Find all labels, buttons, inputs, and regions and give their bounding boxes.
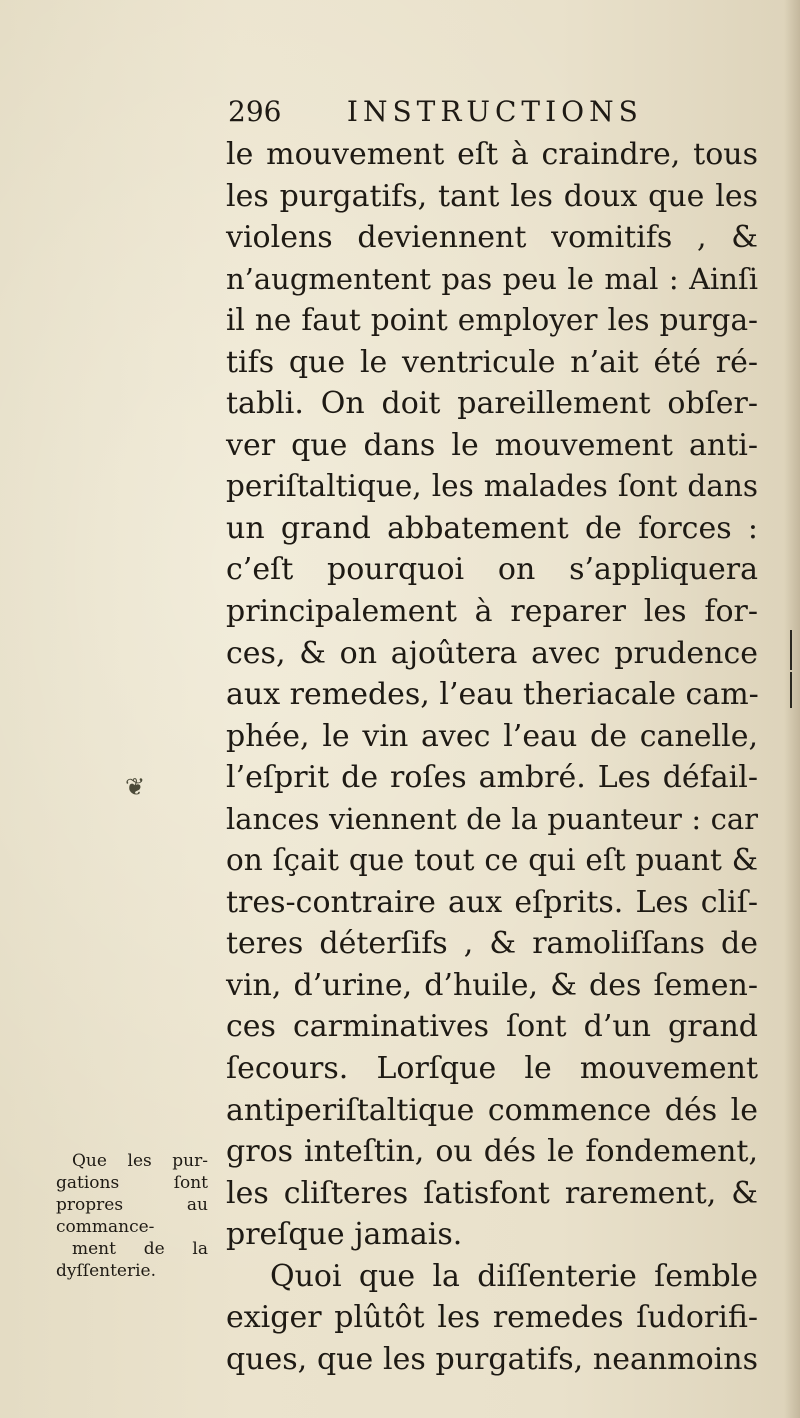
text-line: ſecours. Lorſque le mouvement bbox=[226, 1051, 758, 1087]
text-line: vin, d’urine, d’huile, & des ſemen- bbox=[226, 967, 758, 1003]
main-text bbox=[226, 134, 758, 1380]
text-line: on ſçait que tout ce qui eſt puant & bbox=[226, 843, 758, 878]
marginal-note-line: Que les pur- bbox=[72, 1151, 208, 1171]
text-line: tabli. On doit pareillement obſer- bbox=[226, 386, 758, 422]
text-line: ces, & on ajoûtera avec prudence bbox=[226, 635, 758, 671]
text-line: ver que dans le mouvement anti- bbox=[226, 427, 758, 463]
text-line: ces carminatives ſont d’un grand bbox=[226, 1009, 758, 1045]
marginal-note-line: gations ſont bbox=[56, 1173, 208, 1193]
text-line: l’eſprit de roſes ambré. Les défail- bbox=[226, 760, 758, 796]
text-line: violens deviennent vomitifs , & bbox=[226, 220, 758, 256]
text-line: c’eſt pourquoi on s’appliquera bbox=[226, 552, 758, 588]
marginal-note bbox=[56, 1150, 208, 1282]
running-head bbox=[228, 92, 748, 132]
text-line: principalement à reparer les for- bbox=[226, 594, 758, 630]
marginal-note-line: ment de la bbox=[72, 1239, 208, 1259]
text-line: lances viennent de la puanteur : car bbox=[226, 801, 758, 836]
text-line: n’augmentent pas peu le mal : Ainſi bbox=[226, 261, 758, 296]
text-line: gros inteſtin, ou dés le fondement, bbox=[226, 1134, 758, 1170]
text-line: teres déterſifs , & ramoliſſans de bbox=[226, 926, 758, 962]
running-title: INSTRUCTIONS bbox=[346, 95, 643, 128]
edge-mark-lower bbox=[790, 672, 792, 708]
page-edge-shadow bbox=[784, 0, 800, 1418]
text-line: le mouvement eſt à craindre, tous bbox=[226, 137, 758, 172]
text-line: tres-contraire aux eſprits. Les cliſ- bbox=[226, 884, 758, 920]
page-number: 296 bbox=[228, 95, 282, 128]
text-line: il ne faut point employer les purga- bbox=[226, 303, 758, 338]
paragraph-end-line: preſque jamais. bbox=[226, 1217, 463, 1253]
text-line: les cliſteres ſatisfont rarement, & bbox=[226, 1175, 758, 1211]
text-line: un grand abbatement de forces : bbox=[226, 510, 758, 546]
text-line: tifs que le ventricule n’ait été ré- bbox=[226, 344, 758, 380]
printers-ornament-icon: ❦ bbox=[124, 773, 146, 801]
paragraph-start-line: Quoi que la diſſenterie ſemble bbox=[270, 1258, 758, 1294]
text-line: antiperiſtaltique commence dés le bbox=[226, 1092, 758, 1128]
text-line: aux remedes, l’eau theriacale cam- bbox=[226, 677, 759, 713]
text-line: periſtaltique, les malades ſont dans bbox=[226, 469, 758, 504]
text-line: les purgatifs, tant les doux que les bbox=[226, 178, 758, 214]
marginal-note-line: propres au bbox=[56, 1195, 208, 1215]
text-line: phée, le vin avec l’eau de canelle, bbox=[226, 718, 758, 754]
edge-mark-upper bbox=[790, 630, 792, 670]
marginal-note-line: dyſſenterie. bbox=[56, 1261, 156, 1281]
text-line: exiger plûtôt les remedes ſudorifi- bbox=[226, 1300, 758, 1336]
text-line: ques, que les purgatifs, neanmoins bbox=[226, 1341, 758, 1377]
marginal-note-line: commance- bbox=[56, 1217, 155, 1237]
